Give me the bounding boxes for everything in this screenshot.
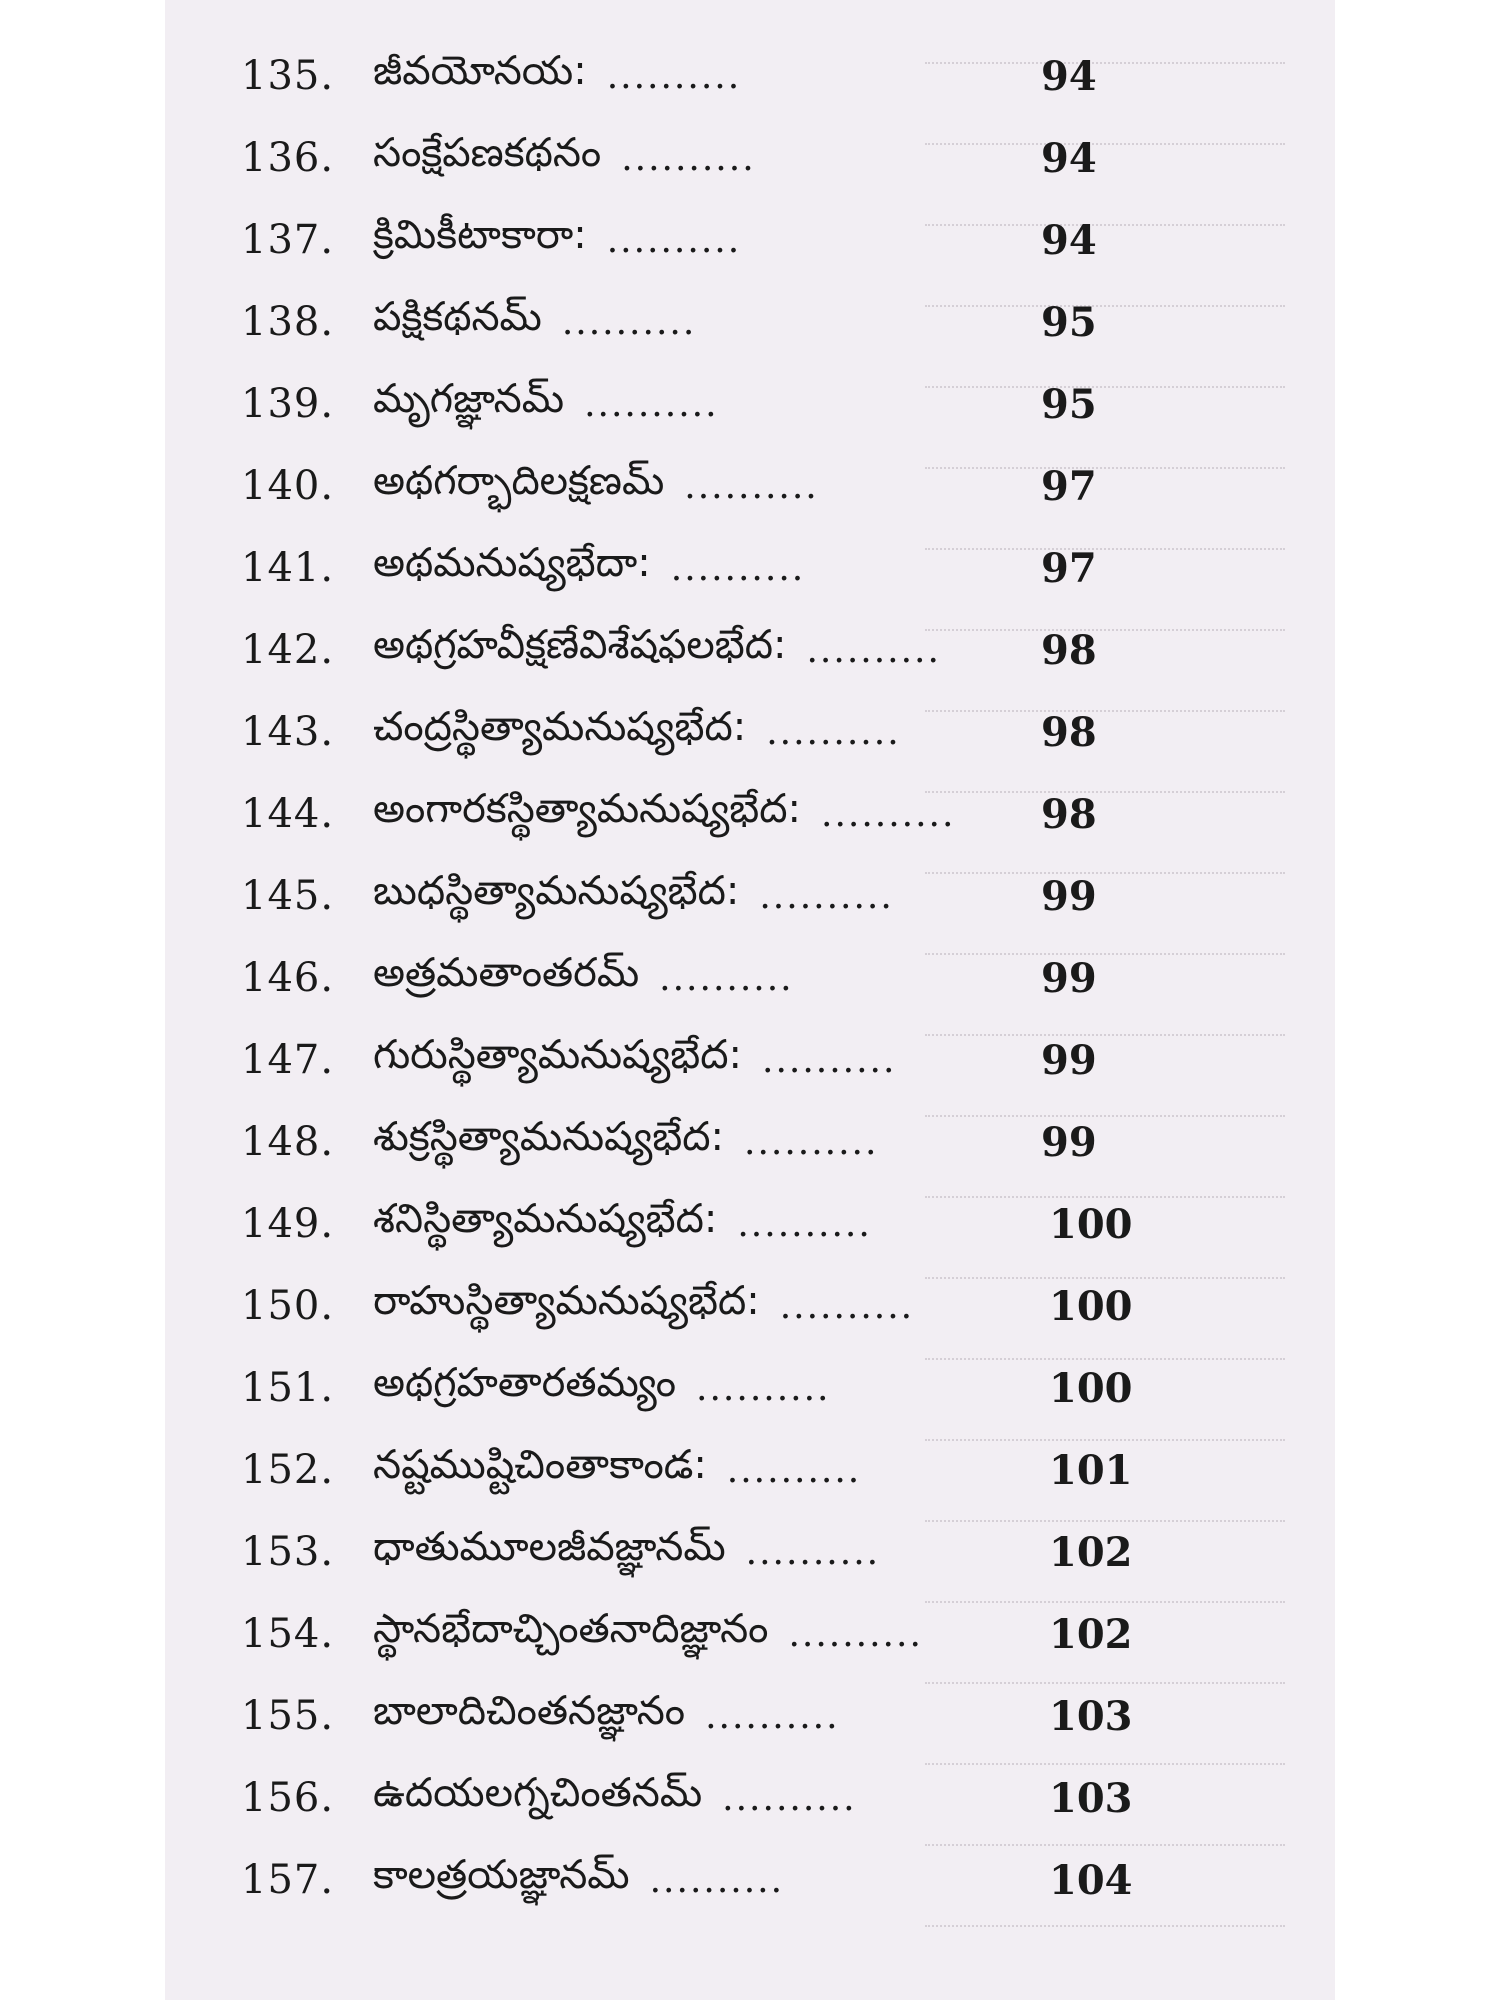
entry-number: 135.	[241, 53, 335, 99]
leader-dots: ..........	[649, 1859, 785, 1901]
toc-entry	[241, 1839, 1281, 1921]
entry-title: మృగజ్ఞానమ్	[373, 376, 565, 422]
entry-title: ఉదయలగ్నచింతనమ్	[373, 1770, 703, 1816]
entry-title: క్రిమికీటాకారా:	[373, 212, 587, 258]
entry-title: అథగ్రహవీక్షణేవిశేషఫలభేద:	[373, 622, 787, 668]
entry-title: కాలత్రయజ్ఞానమ్	[373, 1852, 630, 1898]
page-number: 94	[1041, 216, 1097, 264]
toc-entry	[241, 1347, 1281, 1429]
entry-number: 155.	[241, 1693, 335, 1739]
entry-number: 147.	[241, 1037, 335, 1083]
toc-entry	[241, 1019, 1281, 1101]
toc-entry	[241, 937, 1281, 1019]
page-number: 99	[1041, 1036, 1097, 1084]
page-number: 100	[1049, 1364, 1133, 1412]
entry-number: 148.	[241, 1119, 335, 1165]
entry-title: ధాతుమూలజీవజ్ఞానమ్	[373, 1524, 726, 1570]
page-number: 99	[1041, 1118, 1097, 1166]
toc-entry	[241, 117, 1281, 199]
entry-title: జీవయోనయ:	[373, 48, 587, 94]
entry-title: అథమనుష్యభేదా:	[373, 540, 651, 586]
toc-entry	[241, 445, 1281, 527]
toc-entry	[241, 855, 1281, 937]
leader-dots: ..........	[684, 465, 819, 507]
leader-dots: ..........	[722, 1777, 857, 1819]
leader-dots: ..........	[744, 1121, 879, 1163]
toc-entry	[241, 691, 1281, 773]
entry-title: శనిస్థిత్యామనుష్యభేద:	[373, 1196, 718, 1242]
entry-number: 151.	[241, 1365, 335, 1411]
toc-entry	[241, 1593, 1281, 1675]
leader-dots: ..........	[606, 219, 742, 261]
leader-dots: ..........	[659, 957, 794, 999]
page-number: 102	[1049, 1610, 1133, 1658]
page-number: 94	[1041, 52, 1097, 100]
page-number: 97	[1041, 544, 1097, 592]
page-number: 101	[1049, 1446, 1133, 1494]
entry-number: 157.	[241, 1857, 335, 1903]
leader-dots: ..........	[779, 1285, 915, 1327]
leader-dots: ..........	[670, 547, 806, 589]
entry-number: 140.	[241, 463, 335, 509]
book-page	[165, 0, 1335, 2000]
page-number: 94	[1041, 134, 1097, 182]
toc-entry	[241, 1101, 1281, 1183]
page-number: 102	[1049, 1528, 1133, 1576]
entry-title: చంద్రస్థిత్యామనుష్యభేద:	[373, 704, 747, 750]
entry-title: అథగ్రహతారతమ్యం	[373, 1360, 677, 1406]
entry-number: 150.	[241, 1283, 335, 1329]
toc-entry	[241, 1429, 1281, 1511]
entry-number: 136.	[241, 135, 335, 181]
entry-number: 141.	[241, 545, 335, 591]
bleed-through-mark	[925, 1925, 1285, 1931]
entry-number: 149.	[241, 1201, 335, 1247]
toc-entry	[241, 773, 1281, 855]
page-number: 103	[1049, 1692, 1133, 1740]
page-number: 104	[1049, 1856, 1133, 1904]
page-number: 98	[1041, 708, 1097, 756]
page-number: 100	[1049, 1200, 1133, 1248]
entry-number: 152.	[241, 1447, 335, 1493]
entry-title: అత్రమతాంతరమ్	[373, 950, 640, 996]
entry-number: 142.	[241, 627, 335, 673]
toc-entry	[241, 1183, 1281, 1265]
entry-title: బాలాదిచింతనజ్ఞానం	[373, 1688, 686, 1734]
toc-entry	[241, 281, 1281, 363]
entry-number: 139.	[241, 381, 335, 427]
toc-entry	[241, 1757, 1281, 1839]
leader-dots: ..........	[621, 137, 756, 179]
toc-entry	[241, 527, 1281, 609]
leader-dots: ..........	[762, 1039, 897, 1081]
toc-entry	[241, 363, 1281, 445]
leader-dots: ..........	[606, 55, 742, 97]
entry-title: పక్షికథనమ్	[373, 294, 542, 340]
toc-entry	[241, 1265, 1281, 1347]
toc-entry	[241, 35, 1281, 117]
entry-title: బుధస్థిత్యామనుష్యభేద:	[373, 868, 740, 914]
toc-entry	[241, 609, 1281, 691]
leader-dots: ..........	[766, 711, 901, 753]
entry-number: 154.	[241, 1611, 335, 1657]
leader-dots: ..........	[759, 875, 894, 917]
entry-title: రాహుస్థిత్యామనుష్యభేద:	[373, 1278, 760, 1324]
entry-title: గురుస్థిత్యామనుష్యభేద:	[373, 1032, 742, 1078]
entry-title: స్థానభేదాచ్చింతనాదిజ్ఞానం	[373, 1606, 769, 1652]
page-number: 98	[1041, 626, 1097, 674]
page-number: 103	[1049, 1774, 1133, 1822]
leader-dots: ..........	[745, 1531, 881, 1573]
entry-title: అథగర్భాదిలక్షణమ్	[373, 458, 665, 504]
page-number: 99	[1041, 872, 1097, 920]
entry-number: 156.	[241, 1775, 335, 1821]
leader-dots: ..........	[696, 1367, 831, 1409]
leader-dots: ..........	[806, 629, 941, 671]
leader-dots: ..........	[737, 1203, 872, 1245]
page-number: 99	[1041, 954, 1097, 1002]
leader-dots: ..........	[726, 1449, 862, 1491]
entry-title: సంక్షేపణకథనం	[373, 130, 602, 176]
entry-number: 153.	[241, 1529, 335, 1575]
page-number: 95	[1041, 298, 1097, 346]
toc-entry	[241, 1511, 1281, 1593]
leader-dots: ..........	[584, 383, 719, 425]
leader-dots: ..........	[821, 793, 956, 835]
leader-dots: ..........	[705, 1695, 840, 1737]
page-number: 100	[1049, 1282, 1133, 1330]
entry-number: 144.	[241, 791, 335, 837]
entry-number: 138.	[241, 299, 335, 345]
leader-dots: ..........	[788, 1613, 923, 1655]
toc-entry	[241, 199, 1281, 281]
entry-number: 146.	[241, 955, 335, 1001]
page-number: 98	[1041, 790, 1097, 838]
page-number: 95	[1041, 380, 1097, 428]
entry-title: అంగారకస్థిత్యామనుష్యభేద:	[373, 786, 801, 832]
entry-number: 143.	[241, 709, 335, 755]
toc-entry	[241, 1675, 1281, 1757]
entry-number: 145.	[241, 873, 335, 919]
entry-number: 137.	[241, 217, 335, 263]
entry-title: నష్టముష్టిచింతాకాండ:	[373, 1442, 707, 1488]
leader-dots: ..........	[561, 301, 697, 343]
page-number: 97	[1041, 462, 1097, 510]
entry-title: శుక్రస్థిత్యామనుష్యభేద:	[373, 1114, 724, 1160]
table-of-contents	[241, 35, 1281, 1921]
